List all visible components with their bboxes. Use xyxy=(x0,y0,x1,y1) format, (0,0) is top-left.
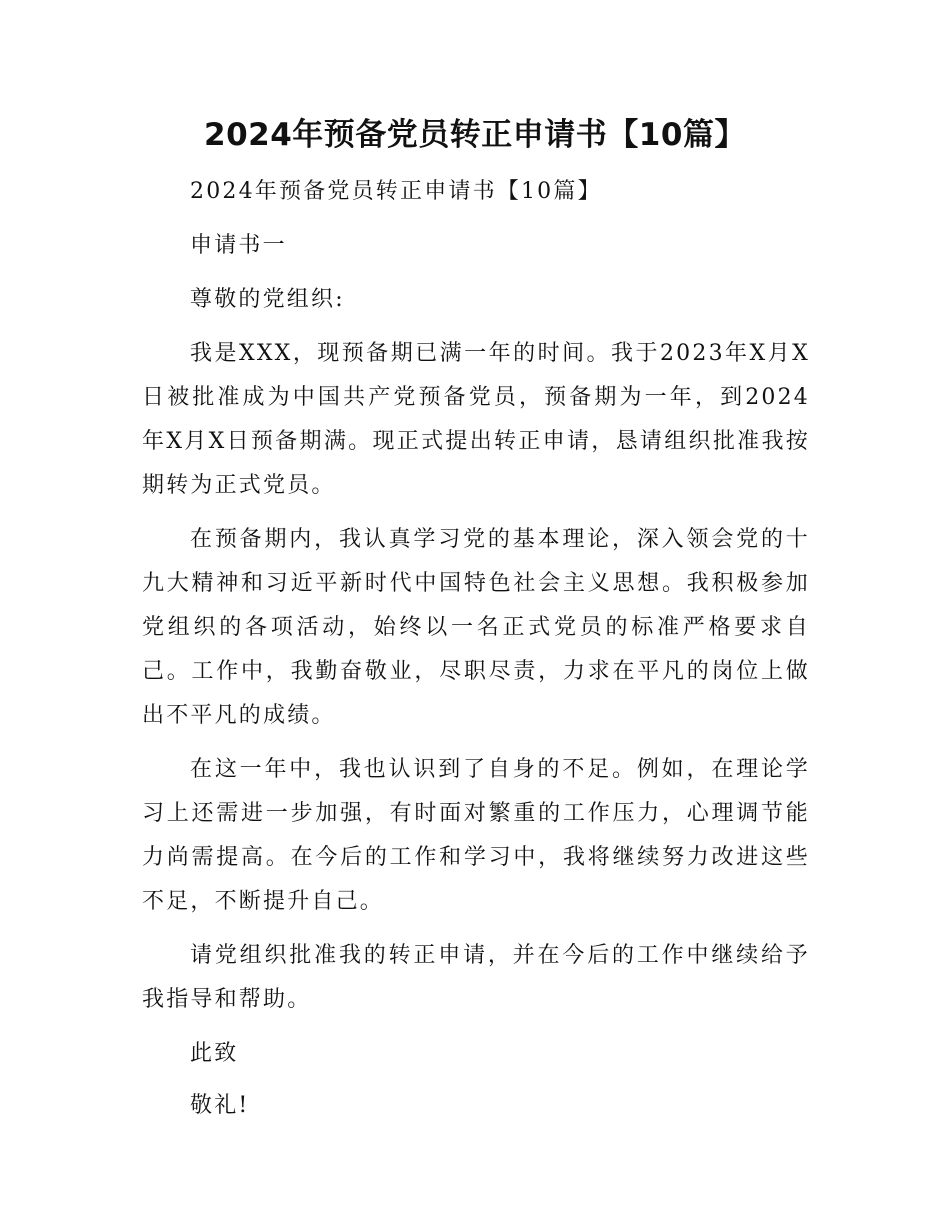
section-heading: 申请书一 xyxy=(190,233,287,258)
closing-phrase: 此致 xyxy=(190,1041,239,1066)
salutation: 尊敬的党组织: xyxy=(190,287,345,312)
body-paragraph: 我是XXX，现预备期已满一年的时间。我于2023年X月X日被批准成为中国共产党预备党员，预备期为一年，到2024年X月X日预备期满。现正式提出转正申请，恳请组织批准我按期转为正式党员。 xyxy=(142,341,810,498)
closing-salute: 敬礼! xyxy=(190,1093,250,1118)
body-paragraph: 在预备期内，我认真学习党的基本理论，深入领会党的十九大精神和习近平新时代中国特色社会主义思想。我积极参加党组织的各项活动，始终以一名正式党员的标准严格要求自己。工作中，我勤奋敬业，尽职尽责，力求在平凡的岗位上做出不平凡的成绩。 xyxy=(142,527,810,728)
subtitle-paragraph: 2024年预备党员转正申请书【10篇】 xyxy=(190,179,602,204)
document-body xyxy=(142,170,810,1136)
document-title: 2024年预备党员转正申请书【10篇】 xyxy=(204,117,746,153)
body-paragraph: 请党组织批准我的转正申请，并在今后的工作中继续给予我指导和帮助。 xyxy=(142,943,810,1012)
body-paragraph: 在这一年中，我也认识到了自身的不足。例如，在理论学习上还需进一步加强，有时面对繁重的工作压力，心理调节能力尚需提高。在今后的工作和学习中，我将继续努力改进这些不足，不断提升自己。 xyxy=(142,757,810,914)
